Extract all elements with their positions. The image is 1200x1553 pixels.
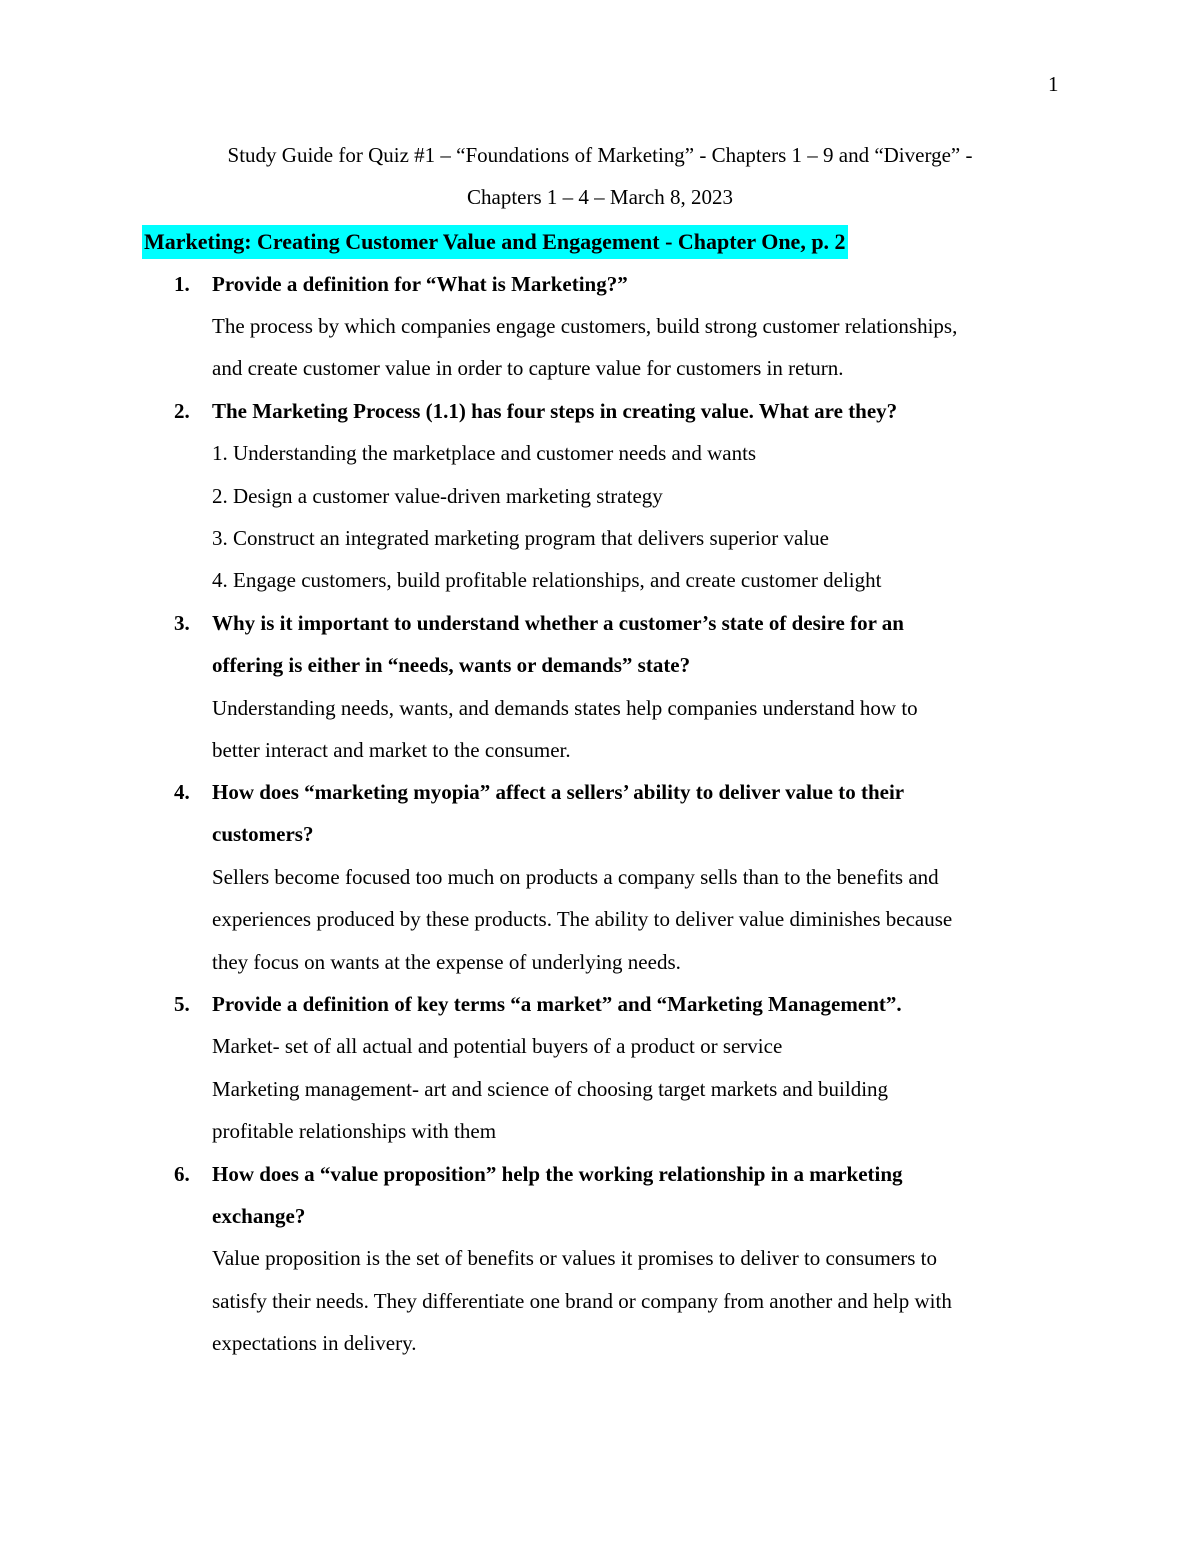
- answer-text: Marketing management- art and science of choosing target markets and building: [212, 1077, 889, 1101]
- question-number: 1.: [174, 272, 190, 296]
- question-text: Provide a definition for “What is Marketing?”: [212, 272, 628, 296]
- answer-text: Value proposition is the set of benefits or values it promises to deliver to consumers to: [212, 1246, 937, 1270]
- answer-text: Understanding needs, wants, and demands states help companies understand how to: [212, 696, 918, 720]
- answer-text: profitable relationships with them: [212, 1119, 497, 1143]
- question-text: Provide a definition of key terms “a market” and “Marketing Management”.: [212, 992, 902, 1016]
- answer-text: experiences produced by these products. The ability to deliver value diminishes because: [212, 907, 953, 931]
- answer-text: better interact and market to the consumer.: [212, 738, 571, 762]
- question-text: How does “marketing myopia” affect a sellers’ ability to deliver value to their: [212, 780, 905, 804]
- answer-text: satisfy their needs. They differentiate one brand or company from another and help with: [212, 1289, 952, 1313]
- answer-text: Market- set of all actual and potential buyers of a product or service: [212, 1034, 783, 1058]
- answer-text: 4. Engage customers, build profitable relationships, and create customer delight: [212, 568, 882, 592]
- question-text: How does a “value proposition” help the working relationship in a marketing: [212, 1162, 903, 1186]
- question-number: 5.: [174, 992, 190, 1016]
- page-number: 1: [1048, 72, 1059, 96]
- answer-text: and create customer value in order to capture value for customers in return.: [212, 356, 844, 380]
- question-text: exchange?: [212, 1204, 306, 1228]
- answer-text: 2. Design a customer value-driven marketing strategy: [212, 484, 663, 508]
- answer-text: 3. Construct an integrated marketing program that delivers superior value: [212, 526, 829, 550]
- question-text: Why is it important to understand whether a customer’s state of desire for an: [212, 611, 904, 635]
- section-heading: Marketing: Creating Customer Value and Engagement - Chapter One, p. 2: [142, 225, 848, 259]
- answer-text: 1. Understanding the marketplace and customer needs and wants: [212, 441, 757, 465]
- question-text: customers?: [212, 822, 314, 846]
- answer-text: they focus on wants at the expense of underlying needs.: [212, 950, 681, 974]
- question-text: The Marketing Process (1.1) has four steps in creating value. What are they?: [212, 399, 898, 423]
- document-title-line-1: Study Guide for Quiz #1 – “Foundations of Marketing” - Chapters 1 – 9 and “Diverge” -: [227, 143, 973, 167]
- question-text: offering is either in “needs, wants or demands” state?: [212, 653, 691, 677]
- question-number: 6.: [174, 1162, 190, 1186]
- question-number: 4.: [174, 780, 190, 804]
- answer-text: Sellers become focused too much on products a company sells than to the benefits and: [212, 865, 939, 889]
- question-number: 3.: [174, 611, 190, 635]
- document-title-line-2: Chapters 1 – 4 – March 8, 2023: [467, 185, 733, 209]
- answer-text: The process by which companies engage customers, build strong customer relationships,: [212, 314, 958, 338]
- question-number: 2.: [174, 399, 190, 423]
- answer-text: expectations in delivery.: [212, 1331, 417, 1355]
